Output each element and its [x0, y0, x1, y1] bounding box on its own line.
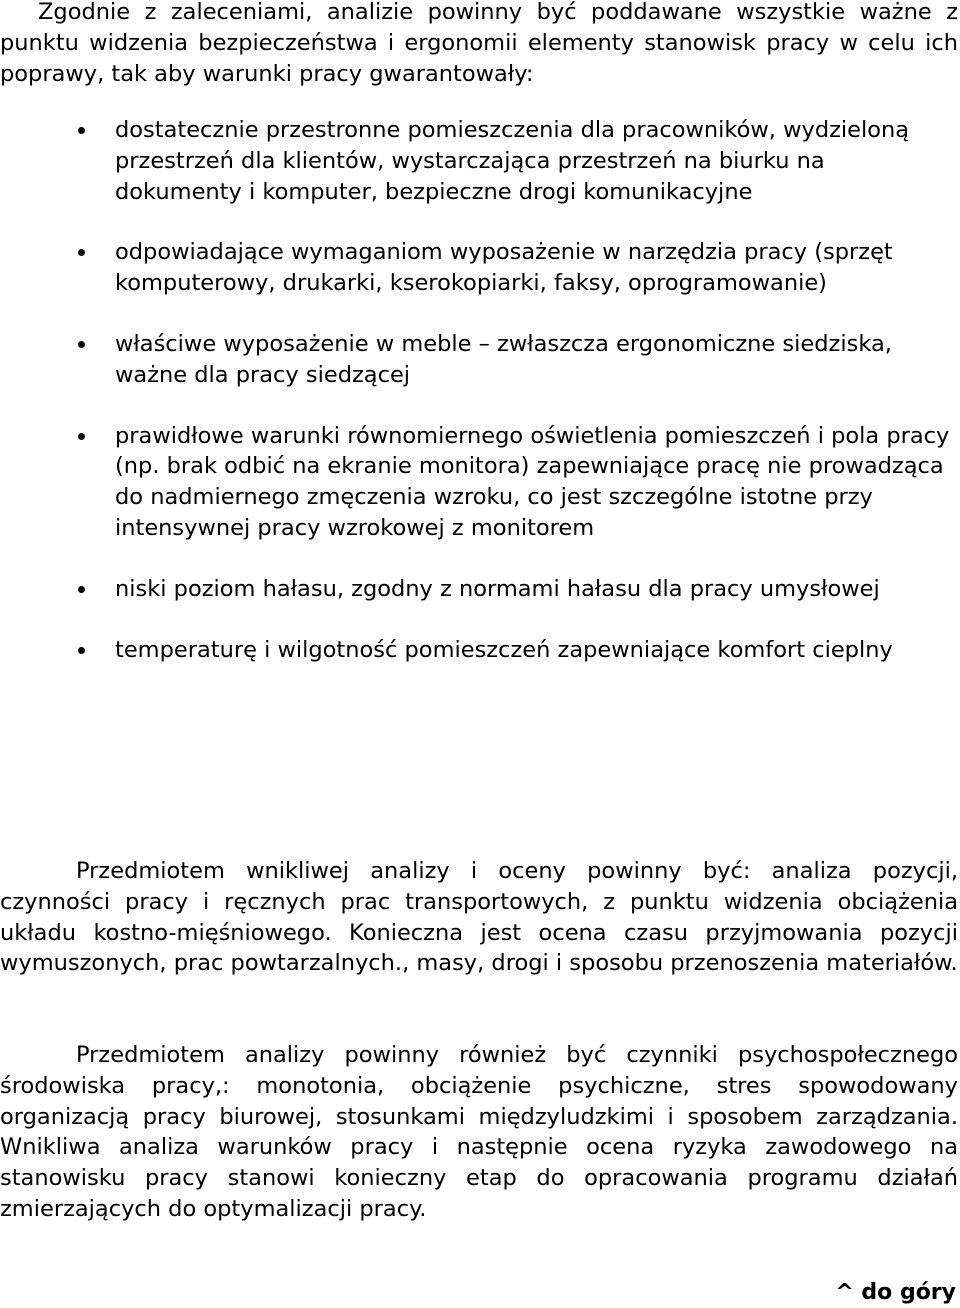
bullet-icon	[78, 647, 85, 654]
list-item	[0, 237, 958, 299]
list-item	[0, 421, 958, 544]
bullet-icon	[78, 341, 85, 348]
list-item-text: właściwe wyposażenie w meble – zwłaszcza ergonomiczne siedziska, ważne dla pracy siedzącej	[115, 330, 892, 388]
bullet-icon	[78, 433, 85, 440]
list-item	[0, 574, 958, 605]
requirements-list	[0, 115, 958, 695]
back-to-top-link[interactable]: ^ do góry	[835, 1280, 956, 1305]
bullet-icon	[78, 586, 85, 593]
list-item	[0, 329, 958, 391]
list-item-text: temperaturę i wilgotność pomieszczeń zapewniające komfort cieplny	[115, 636, 893, 663]
intro-paragraph: Zgodnie z zaleceniami, analizie powinny być poddawane wszystkie ważne z punktu widzenia bezpieczeństwa i ergonomii elementy stanowisk pracy w celu ich poprawy, tak aby warunki pracy gwarantowały:	[0, 0, 958, 87]
list-item	[0, 635, 958, 666]
list-item-text: dostatecznie przestronne pomieszczenia dla pracowników, wydzieloną przestrzeń dla klientów, wystarczająca przestrzeń na biurku na dokumenty i komputer, bezpieczne drogi komunikacyjne	[115, 117, 910, 205]
list-item-text: prawidłowe warunki równomiernego oświetlenia pomieszczeń i pola pracy (np. brak odbić na ekranie monitora) zapewniające pracę nie prowadząca do nadmiernego zmęczenia wzroku, co jest szczególne istotne przy intensywnej pracy wzrokowej z monitorem	[115, 422, 950, 541]
bullet-icon	[78, 127, 85, 134]
psychosocial-paragraph: Przedmiotem analizy powinny również być czynniki psychospołecznego środowiska pracy,: monotonia, obciążenie psychiczne, stres spowodowany organizacją pracy biurowej, stosunkami międzyludzkimi i sposobem zarządzania. Wnikliwa analiza warunków pracy i następnie ocena ryzyka zawodowego na stanowisku pracy stanowi konieczny etap do opracowania programu działań zmierzających do optymalizacji pracy.	[0, 1042, 958, 1222]
analysis-paragraph: Przedmiotem wnikliwej analizy i oceny powinny być: analiza pozycji, czynności pracy i ręcznych prac transportowych, z punktu widzenia obciążenia układu kostno-mięśniowego. Konieczna jest ocena czasu przyjmowania pozycji wymuszonych, prac powtarzalnych., masy, drogi i sposobu przenoszenia materiałów.	[0, 858, 958, 977]
bullet-icon	[78, 249, 85, 256]
list-item-text: niski poziom hałasu, zgodny z normami hałasu dla pracy umysłowej	[115, 575, 880, 602]
list-item-text: odpowiadające wymaganiom wyposażenie w narzędzia pracy (sprzęt komputerowy, drukarki, kserokopiarki, faksy, oprogramowanie)	[115, 239, 893, 297]
list-item	[0, 115, 958, 207]
